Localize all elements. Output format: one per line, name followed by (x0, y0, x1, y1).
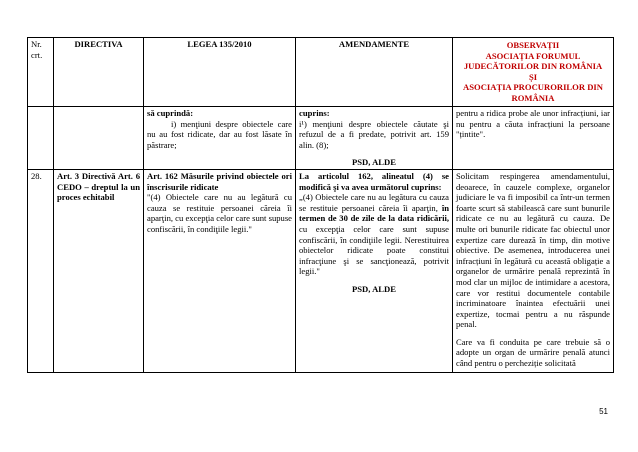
header-row (28, 38, 614, 107)
amend-signature: PSD, ALDE (352, 283, 396, 294)
amend-article-text: „(4) Obiectele care nu au legătura cu cauza se restituie persoanei căreia îi aparţin, în termen de 30 de zile de la data ridicării, cu excepţia celor care sunt supuse confiscării, în condiţiile legii. Nerestituirea obiectelor ridicate poate constitui infracţiune şi se sancţionează, potrivit legii." (299, 192, 449, 277)
obs-paragraph-1: Solicitam respingerea amendamentului, deoarece, în cauzele complexe, organelor judiciare le va fi imposibil ca într-un termen foarte scurt să stabilească care sunt bunurile ridicate ce nu au legătură cu cauza. De multe ori bunurile ridicate fac obiectul unor expertize care durează în timp, din motive obiective. De asemenea, introducerea unei infracțiuni în legătură cu această obligație a organelor de urmărire penală reprezintă în mod clar un mijloc de intimidare a acestora, care vor restitui documentele contabile incriminatoare înaintea efectuării unei expertize, tocmai pentru a nu răspunde penal. (456, 170, 610, 330)
amendments-table (27, 37, 614, 373)
header-amendamente: AMENDAMENTE (296, 38, 453, 107)
table-row-28 (28, 169, 614, 372)
legea-item-i: i) menţiuni despre obiectele care nu au fost ridicate, dar au fost lăsate în păstrare; (147, 118, 292, 150)
cell-legea (144, 169, 296, 372)
cell-observatii (453, 169, 614, 372)
cell-directiva-empty (54, 107, 144, 170)
header-observatii: OBSERVAȚII ASOCIAȚIA FORUMUL JUDECĂTORILOR DIN ROMÂNIA ȘI ASOCIAȚIA PROCURORILOR DIN ROMÂNIA (453, 38, 614, 107)
amend-bold-term: în termen de 30 de zile de la data ridicării, (299, 202, 449, 224)
obs-text: pentru a ridica probe ale unor infracțiuni, iar nu pentru a căuta infracțiuni la persoane "țintite". (456, 108, 610, 140)
header-legea: LEGEA 135/2010 (144, 38, 296, 107)
legea-intro: să cuprindă: (147, 108, 194, 118)
header-directiva: DIRECTIVA (54, 38, 144, 107)
amend-signature: PSD, ALDE (352, 157, 396, 168)
cell-amendament (296, 169, 453, 372)
cell-observatii (453, 107, 614, 170)
obs-paragraph-2: Care va fi conduita pe care trebuie să o adopte un organ de urmărire penală atunci când pentru o percheziție solicitată (456, 336, 610, 369)
cell-legea (144, 107, 296, 170)
table-row-previous (28, 107, 614, 170)
cell-nr-empty (28, 107, 54, 170)
header-nr: Nr. crt. (28, 38, 54, 107)
amend-item-i1: i¹) menţiuni despre obiectele căutate şi refuzul de a fi predate, potrivit art. 159 alin. (8); (299, 118, 449, 150)
cell-amendament (296, 107, 453, 170)
amend-article-title: La articolul 162, alineatul (4) se modifică şi va avea următorul cuprins: (299, 170, 449, 192)
amend-intro: cuprins: (299, 108, 330, 118)
cell-nr: 28. (28, 169, 54, 372)
legea-article-title: Art. 162 Măsurile privind obiectele ori înscrisurile ridicate (147, 170, 292, 192)
legea-article-text: "(4) Obiectele care nu au legătură cu cauza se restituie persoanei căreia îi aparţin, cu excepţia celor care sunt supuse confiscării, în condiţiile legii." (147, 192, 292, 234)
page-number: 51 (599, 407, 608, 416)
cell-directiva: Art. 3 Directivă Art. 6 CEDO – dreptul la un proces echitabil (54, 169, 144, 372)
